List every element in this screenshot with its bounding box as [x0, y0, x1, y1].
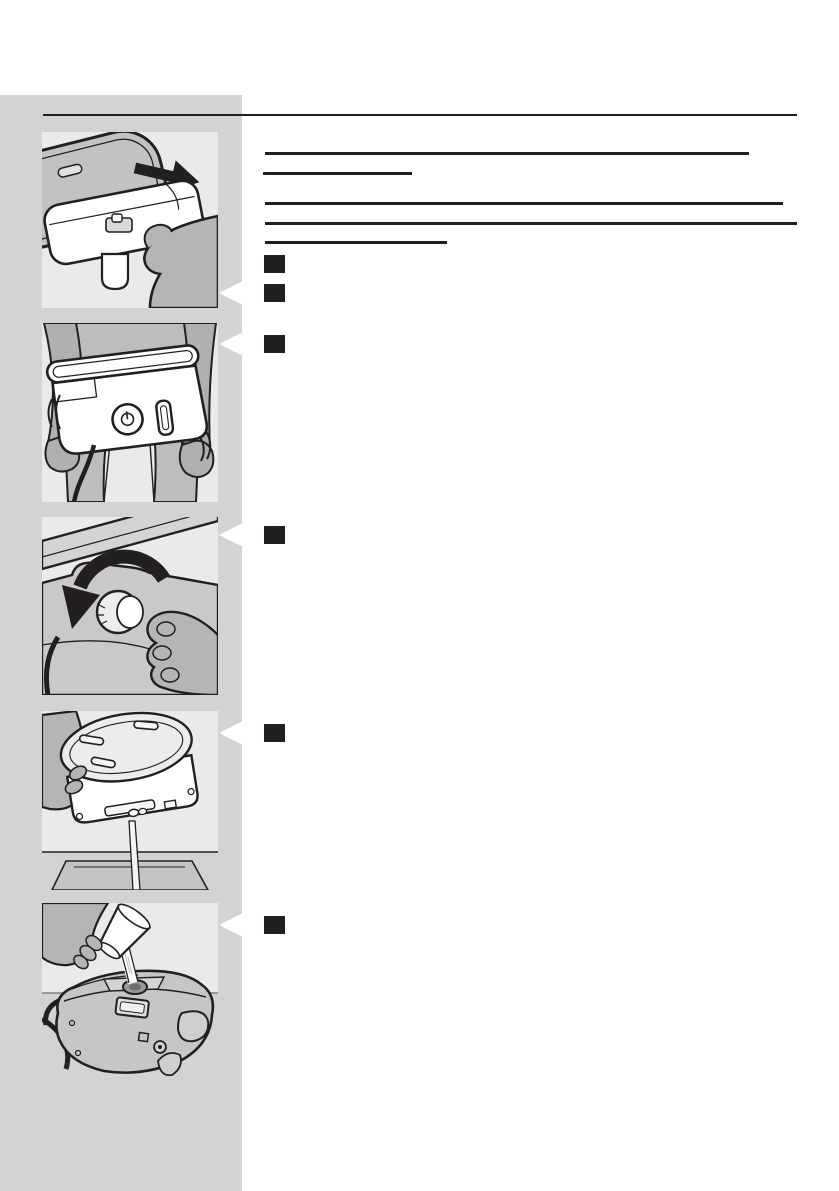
step-number-square	[264, 335, 285, 353]
redacted-text-bar	[263, 172, 412, 175]
header-rule	[43, 114, 797, 116]
empty-tank-over-sink-illustration	[42, 711, 218, 890]
redacted-text-bar	[265, 202, 783, 205]
redacted-text-bar	[265, 152, 749, 155]
redacted-text-bar	[265, 222, 797, 225]
step-number-square	[264, 526, 285, 544]
fill-with-cup-illustration	[42, 903, 218, 1081]
panel-pointer-arrow	[219, 281, 243, 305]
illustration-panel-fill-with-cup	[42, 903, 218, 1081]
illustration-panel-unscrew-cap	[42, 517, 218, 695]
panel-pointer-arrow	[219, 721, 243, 745]
panel-pointer-arrow	[219, 332, 243, 356]
redacted-text-bar	[265, 241, 447, 244]
illustration-panel-empty-over-sink	[42, 711, 218, 890]
step-number-square	[264, 255, 285, 273]
panel-pointer-arrow	[219, 523, 243, 547]
step-number-square	[264, 284, 285, 302]
illustration-panel-slide-tank-off	[42, 132, 218, 308]
slide-tank-off-illustration	[42, 132, 218, 308]
step-number-square	[264, 916, 285, 934]
illustration-panel-carry-unit	[42, 323, 218, 502]
step-number-square	[264, 724, 285, 742]
panel-pointer-arrow	[219, 913, 243, 937]
carry-unit-illustration	[42, 323, 218, 502]
unscrew-rinsing-cap-illustration	[42, 517, 218, 695]
